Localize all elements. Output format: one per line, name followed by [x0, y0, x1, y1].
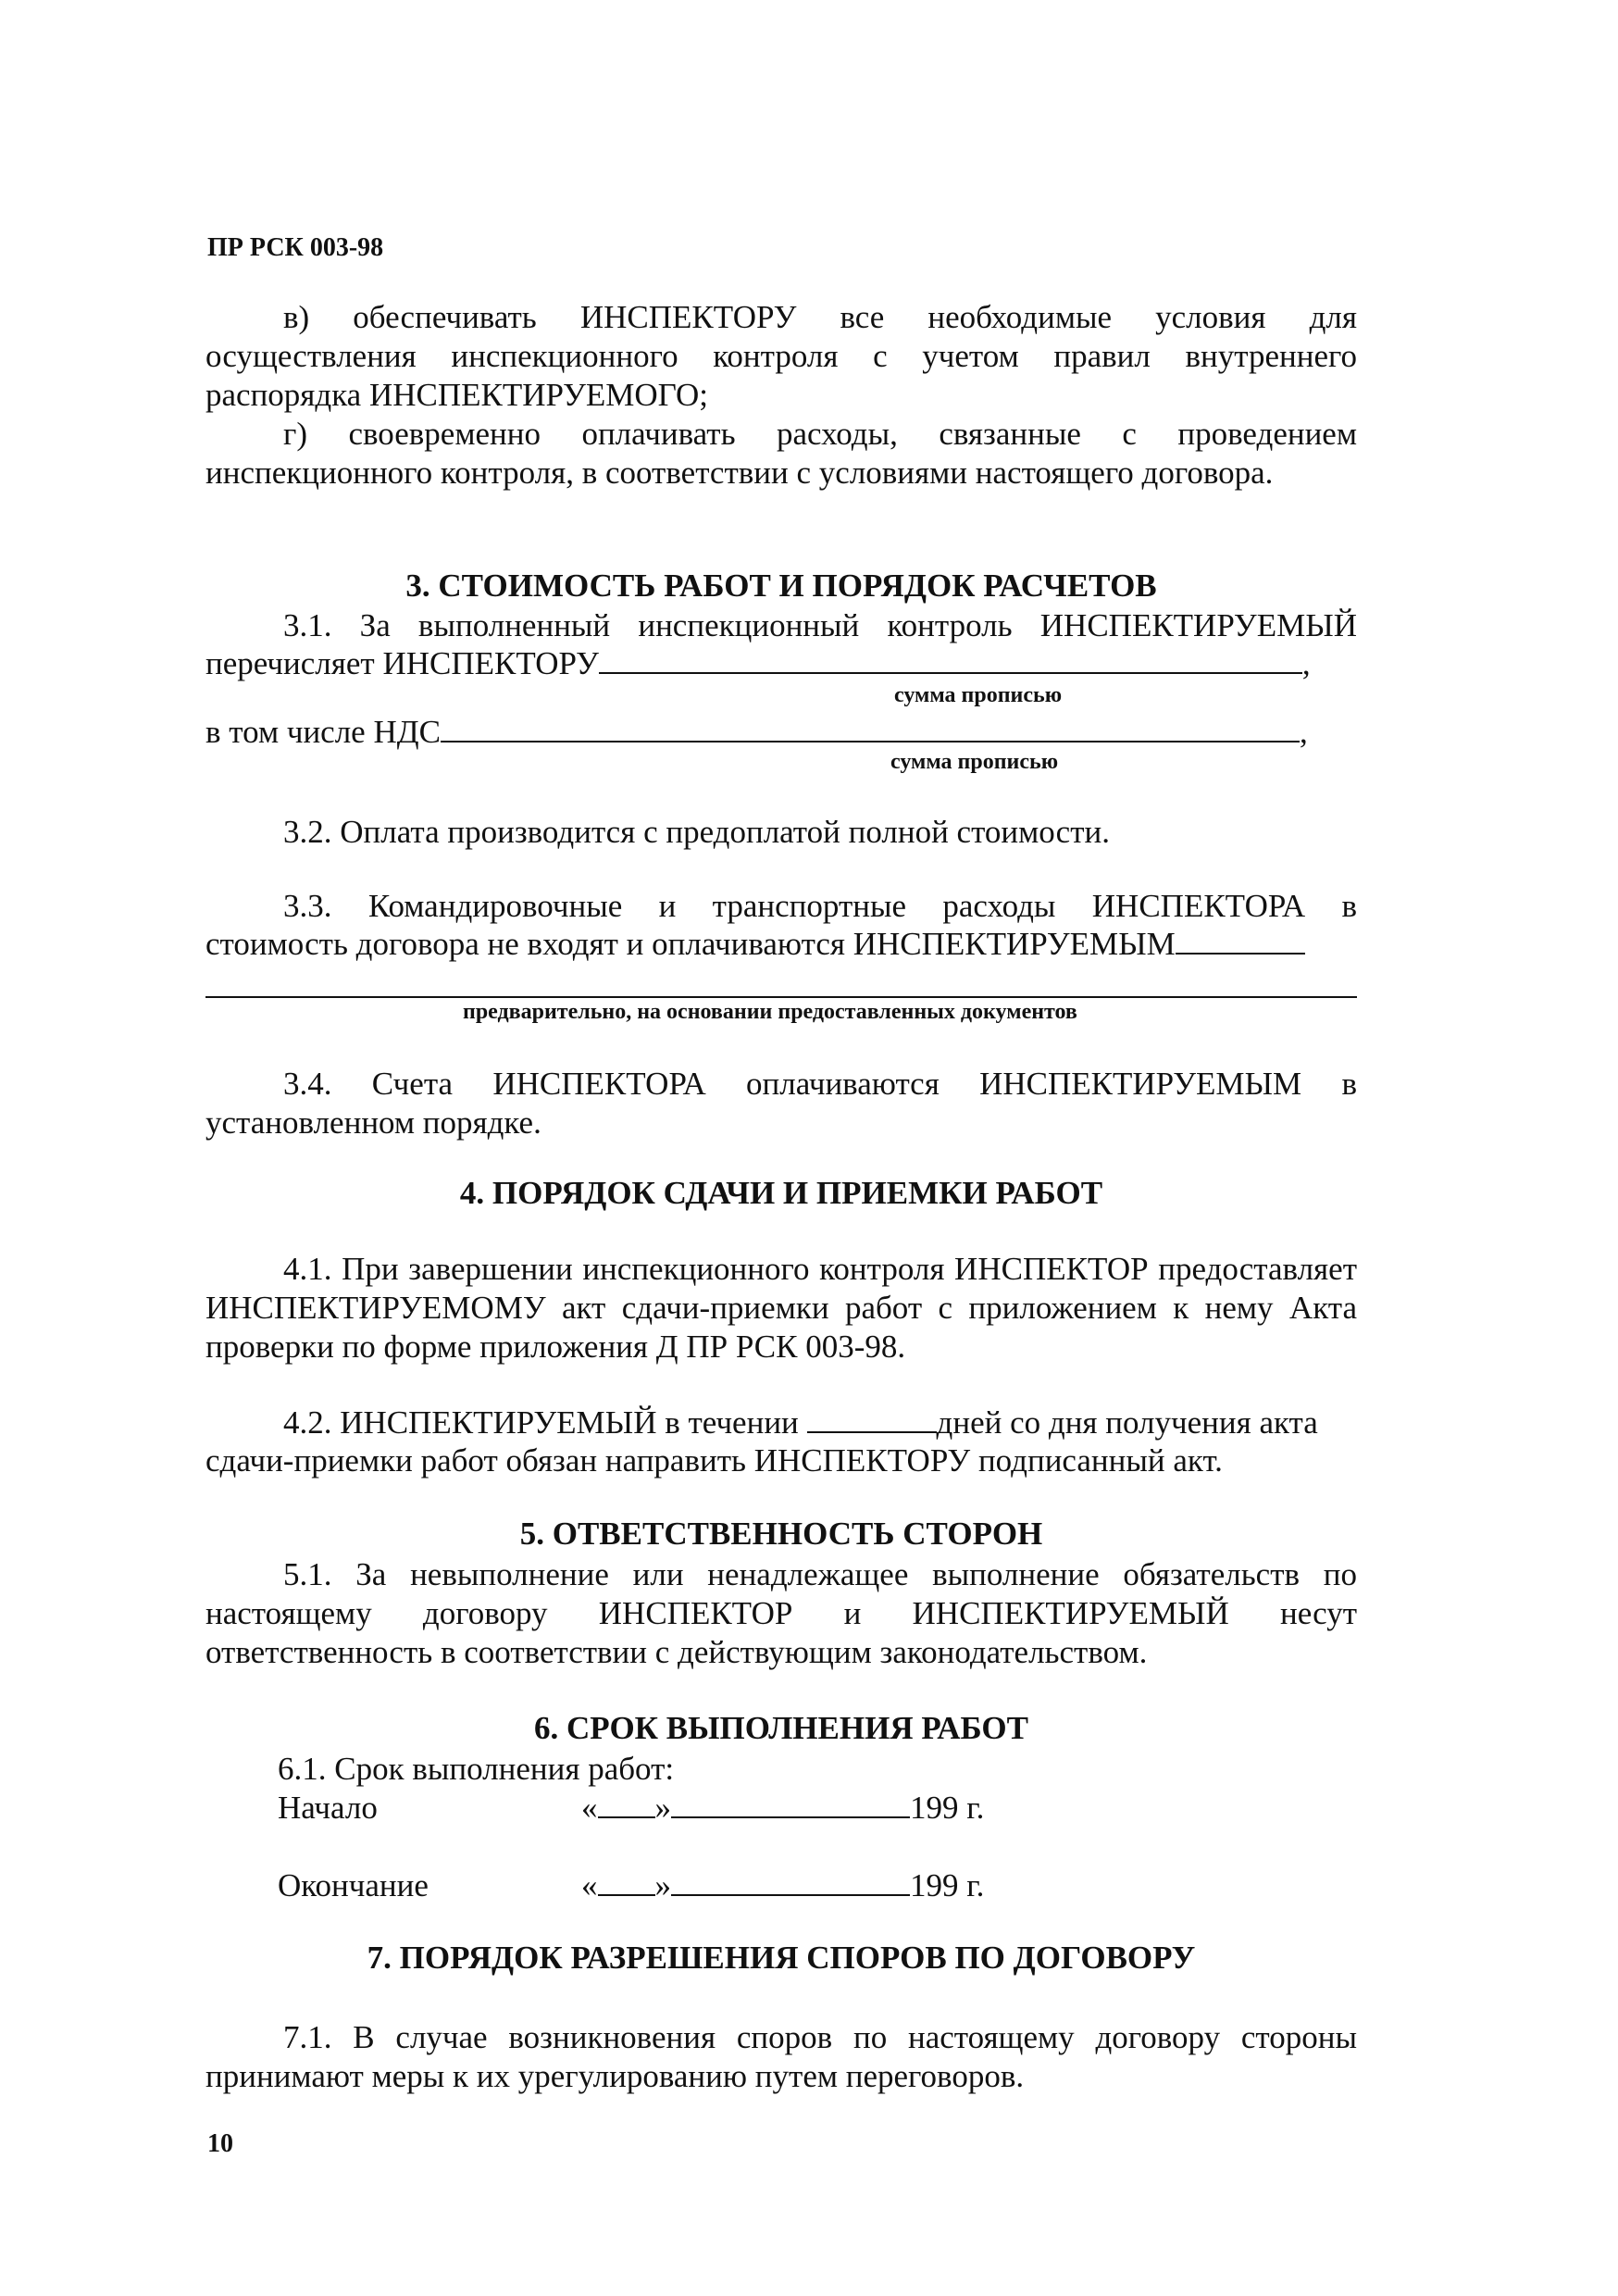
vat-caption: сумма прописью: [890, 750, 1059, 774]
clause-3-4: 3.4. Счета ИНСПЕКТОРА оплачиваются ИНСПЕКТИРУЕМЫМ в установленном порядке.: [205, 1066, 1357, 1141]
end-label: Окончание: [278, 1867, 429, 1903]
clause-4-2-line-2: сдачи-приемки работ обязан направить ИНСПЕКТОРУ подписанный акт.: [205, 1442, 1223, 1479]
clause-3-1-line-1: 3.1. За выполненный инспекционный контроль ИНСПЕКТИРУЕМЫЙ: [283, 607, 1357, 643]
start-month-blank: [671, 1791, 910, 1818]
end-month-blank: [671, 1868, 910, 1896]
section-5-title: 5. ОТВЕТСТВЕННОСТЬ СТОРОН: [519, 1516, 1043, 1552]
clause-g: г) своевременно оплачивать расходы, связанные с проведением инспекционного контроля, в соответствии с условиями настоящего договора.: [205, 416, 1357, 491]
start-year: 199 г.: [910, 1790, 985, 1826]
end-day-blank: [598, 1868, 655, 1896]
clause-3-3-line-1: 3.3. Командировочные и транспортные расходы ИНСПЕКТОРА в: [283, 888, 1357, 924]
expense-caption: предварительно, на основании предоставленных документов: [463, 1000, 1077, 1024]
clause-4-1: 4.1. При завершении инспекционного контроля ИНСПЕКТОР предоставляет ИНСПЕКТИРУЕМОМУ акт сдачи-приемки работ с приложением к нему Акта проверки по форме приложения Д ПР РСК 003-98.: [205, 1251, 1357, 1365]
clause-3-2: 3.2. Оплата производится с предоплатой полной стоимости.: [283, 814, 1110, 850]
quote-close: »: [654, 1790, 671, 1826]
clause-4-2-line-1: [205, 1404, 1357, 1442]
document-code: ПР РСК 003-98: [207, 233, 384, 262]
section-7-title: 7. ПОРЯДОК РАЗРЕШЕНИЯ СПОРОВ ПО ДОГОВОРУ: [367, 1940, 1196, 1976]
days-blank: [807, 1405, 937, 1433]
quote-open: «: [581, 1867, 598, 1903]
section-4-title: 4. ПОРЯДОК СДАЧИ И ПРИЕМКИ РАБОТ: [459, 1175, 1103, 1211]
end-date: [581, 1866, 984, 1905]
expense-rule: [205, 996, 1357, 998]
clause-3-1-text: перечисляет ИНСПЕКТОРУ: [205, 645, 599, 681]
clause-4-2-text-b: дней со дня получения акта: [936, 1404, 1318, 1441]
clause-5-1: 5.1. За невыполнение или ненадлежащее выполнение обязательств по настоящему договору ИНСПЕКТОР и ИНСПЕКТИРУЕМЫЙ несут ответственность в соответствии с действующим законодательством.: [205, 1556, 1357, 1670]
clause-3-1-line-2: перечисляет ИНСПЕКТОРУ ,: [205, 645, 1311, 681]
section-6-title: 6. СРОК ВЫПОЛНЕНИЯ РАБОТ: [534, 1710, 1028, 1746]
clause-3-1-line-3: в том числе НДС ,: [205, 714, 1308, 750]
vat-label: в том числе НДС: [205, 714, 441, 750]
page-number: 10: [207, 2129, 233, 2158]
end-year: 199 г.: [910, 1867, 985, 1903]
quote-open: «: [581, 1790, 598, 1826]
expense-blank: [1176, 927, 1305, 955]
start-date: [581, 1789, 984, 1828]
vat-blank: [441, 715, 1300, 742]
clause-v: в) обеспечивать ИНСПЕКТОРУ все необходимые условия для осуществления инспекционного контроля с учетом правил внутреннего распорядка ИНСПЕКТИРУЕМОГО;: [205, 299, 1357, 413]
section-3-title: 3. СТОИМОСТЬ РАБОТ И ПОРЯДОК РАСЧЕТОВ: [405, 568, 1157, 604]
clause-6-1: 6.1. Срок выполнения работ:: [278, 1751, 675, 1787]
clause-3-3-line-2: [205, 925, 1357, 964]
start-day-blank: [598, 1791, 655, 1818]
amount-caption: сумма прописью: [894, 683, 1063, 707]
amount-blank: [599, 646, 1302, 674]
clause-4-2-text-a: 4.2. ИНСПЕКТИРУЕМЫЙ в течении: [283, 1404, 799, 1441]
quote-close: »: [654, 1867, 671, 1903]
clause-7-1: 7.1. В случае возникновения споров по настоящему договору стороны принимают меры к их урегулированию путем переговоров.: [205, 2019, 1357, 2094]
clause-3-3-text: стоимость договора не входят и оплачиваются ИНСПЕКТИРУЕМЫМ: [205, 926, 1176, 962]
start-label: Начало: [278, 1790, 378, 1826]
